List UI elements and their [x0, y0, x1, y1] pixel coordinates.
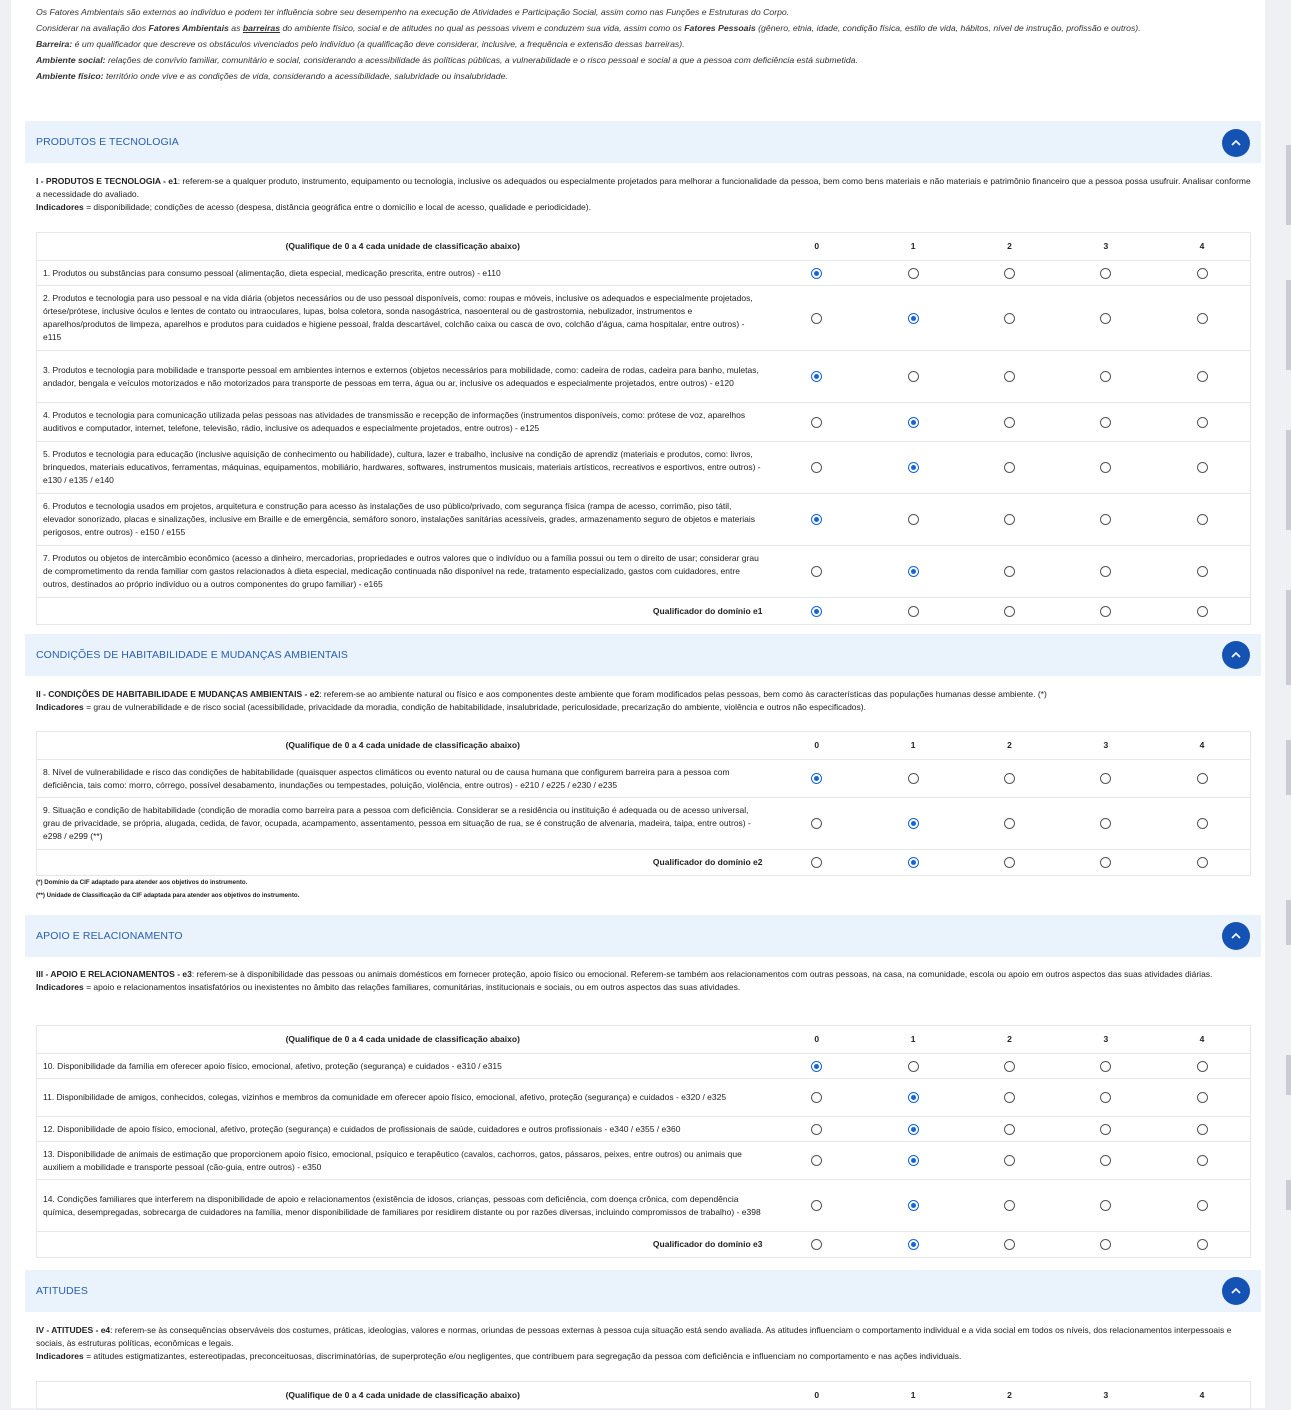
- row-label: 5. Produtos e tecnologia para educação (inclusive aquisição de conhecimento ou habilidade), cultura, lazer e trabalho, inclusive na condição de aprendiz (materiais e produtos, como: livros, brinquedos, materiais educativos, ferramentas, máquinas, equipamentos, mobiliário, hardwares, softwares, instrumentos musicais, materiais artísticos, recreativos e esportivos, entre outros) - e130 / e135 / e140: [37, 442, 769, 494]
- row-label: 4. Produtos e tecnologia para comunicação utilizada pelas pessoas nas atividades de transmissão e recepção de informações (instrumentos disponíveis, como: prótese de voz, aparelhos auditivos e computador, internet, telefone, televisão, rádio, inclusive os adequados e especialmente projetados, entre outros) - e125: [37, 403, 769, 442]
- radio-option[interactable]: [1004, 606, 1015, 617]
- radio-option[interactable]: [908, 371, 919, 382]
- row-label: 3. Produtos e tecnologia para mobilidade e transporte pessoal em ambientes internos e externos (objetos necessários para mobilidade, como: cadeira de rodas, cadeira para banho, muletas, andador, bengala e veículos motorizados e não motorizados para transporte de pessoas em terra, água ou ar, inclusive os adequados e especialmente projetados, entre outros) - e120: [37, 351, 769, 403]
- qualifier-row: [37, 598, 1251, 625]
- row-label: 13. Disponibilidade de animais de estimação que proporcionem apoio físico, emocional, psíquico e terapêutico (cavalos, cachorros, gatos, pássaros, peixes, entre outros) ou animais que auxiliem a mobilidade e transporte pessoal (cão-guia, entre outros) - e350: [37, 1142, 769, 1180]
- qualifier-label: Qualificador do domínio e3: [37, 1232, 769, 1258]
- radio-option[interactable]: [1004, 514, 1015, 525]
- chevron-up-icon[interactable]: [1222, 641, 1250, 669]
- radio-option[interactable]: [811, 857, 822, 868]
- radio-option[interactable]: [1004, 1061, 1015, 1072]
- table-row: [37, 1054, 1251, 1079]
- radio-option[interactable]: [1197, 857, 1208, 868]
- section-title: APOIO E RELACIONAMENTO: [36, 930, 183, 942]
- radio-option[interactable]: [811, 514, 822, 525]
- section-description: IV - ATITUDES - e4: referem-se às consequências observáveis dos costumes, práticas, ideologias, valores e normas, oriundas de pessoas externas à pessoa cuja situação está sendo avaliada. As atitudes influenciam o comportamento individual e a vida social em todos os níveis, dos relacionamentos interpessoais e sociais, às estruturas políticas, econômicas e legais. Indicadores = atitudes estigmatizantes, estereotipadas, preconceituosas, discriminatórias, de superproteção e/ou negligentes, que contribuem para segregação da pessoa com deficiência e influenciam no comportamento e nas ações individuais.: [36, 1325, 1232, 1361]
- col-header: 0: [769, 233, 865, 261]
- table-row: [37, 261, 1251, 286]
- radio-option[interactable]: [811, 371, 822, 382]
- row-label: 14. Condições familiares que interferem na disponibilidade de apoio e relacionamentos (existência de idosos, crianças, pessoas com deficiência, com doença crônica, com dependência química, desempregadas, sobrecarga de cuidadores na família, menor disponibilidade de familiares por residirem distante ou por razões diversas, incluindo compromissos de trabalho) - e398: [37, 1180, 769, 1232]
- intro-fisico: Ambiente físico: território onde vive e as condições de vida, considerando a acessibilidade, salubridade ou insalubridade.: [36, 71, 508, 81]
- row-label: 9. Situação e condição de habitabilidade (condição de moradia como barreira para a pessoa com deficiência. Considerar se a residência ou instituição é adequada ou de acesso universal, grau de privacidade, se própria, alugada, cedida, de favor, ocupada, acampamento, assentamento, pessoa em situação de rua, se é construção de alvenaria, madeira, taipa, entre outros) - e298 / e299 (**): [37, 798, 769, 850]
- section-description: I - PRODUTOS E TECNOLOGIA - e1: referem-se a qualquer produto, instrumento, equipamento ou tecnologia, inclusive os adequados ou especialmente projetados para melhorar a funcionalidade da pessoa, bem como bens materiais e não materiais e patrimônio financeiro que a pessoa possa usufruir. Analisar conforme a necessidade do avaliado. Indicadores = disponibilidade; condições de acesso (despesa, distância geográfica entre o domicílio e local de acesso, qualidade e periodicidade).: [36, 176, 1251, 212]
- radio-option[interactable]: [811, 462, 822, 473]
- section-description: III - APOIO E RELACIONAMENTOS - e3: referem-se à disponibilidade das pessoas ou animais domésticos em fornecer proteção, apoio físico ou emocional. Referem-se também aos relacionamentos com outras pessoas, na casa, na comunidade, escola ou apoio em outros aspectos das suas atividades diárias. Indicadores = apoio e relacionamentos insatisfatórios ou inexistentes no âmbito das relações familiares, comunitárias, institucionais e sociais, ou em outros aspectos das suas atividades.: [36, 969, 1213, 992]
- radio-option[interactable]: [1004, 371, 1015, 382]
- table-row: [37, 798, 1251, 850]
- table-row: [37, 546, 1251, 598]
- intro-text: [36, 4, 1241, 84]
- radio-option[interactable]: [908, 462, 919, 473]
- row-label: 2. Produtos e tecnologia para uso pessoal e na vida diária (objetos necessários ou de uso pessoal disponíveis, como: roupas e móveis, inclusive os adequados e especialmente projetados, órtese/prótese, inclusive óculos e lentes de contato ou intraoculares, lupas, bolsa coletora, sonda nasogástrica, nasoenteral ou de gastrostomia, nebulizador, instrumentos e aparelhos/produtos de limpeza, aparelhos e produtos para cuidados e higiene pessoal, fralda descartável, colchão caixa ou casca de ovo, colchão d'água, cama hospitalar, entre outros) - e115: [37, 286, 769, 351]
- radio-option[interactable]: [1100, 773, 1111, 784]
- radio-option[interactable]: [908, 1200, 919, 1211]
- scrollbar-mark: [1286, 1055, 1291, 1095]
- section-header-produtos[interactable]: [25, 121, 1261, 163]
- radio-option[interactable]: [1197, 462, 1208, 473]
- radio-option[interactable]: [1004, 462, 1015, 473]
- radio-option[interactable]: [1197, 606, 1208, 617]
- footnote: (**) Unidade de Classificação da CIF adaptada para atender aos objetivos do instrumento.: [36, 892, 300, 899]
- radio-option[interactable]: [908, 313, 919, 324]
- radio-option[interactable]: [908, 268, 919, 279]
- radio-option[interactable]: [811, 566, 822, 577]
- radio-option[interactable]: [908, 514, 919, 525]
- scrollbar-track[interactable]: [1286, 0, 1291, 1408]
- qualifier-label: Qualificador do domínio e2: [37, 850, 769, 876]
- radio-option[interactable]: [1004, 1239, 1015, 1250]
- radio-option[interactable]: [1004, 773, 1015, 784]
- col-header: 1: [865, 233, 961, 261]
- radio-option[interactable]: [1100, 371, 1111, 382]
- radio-option[interactable]: [1100, 313, 1111, 324]
- radio-option[interactable]: [908, 1092, 919, 1103]
- col-header: 0: [769, 1026, 865, 1054]
- table-row: [37, 1142, 1251, 1180]
- table-header-label: (Qualifique de 0 a 4 cada unidade de classificação abaixo): [37, 732, 769, 760]
- chevron-up-icon[interactable]: [1222, 922, 1250, 950]
- radio-option[interactable]: [811, 1239, 822, 1250]
- section-title: ATITUDES: [36, 1285, 88, 1297]
- col-header: 4: [1154, 1026, 1250, 1054]
- radio-option[interactable]: [1100, 1061, 1111, 1072]
- row-label: 10. Disponibilidade da família em oferecer apoio físico, emocional, afetivo, proteção (segurança) e cuidados - e310 / e315: [37, 1054, 769, 1079]
- table-row: [37, 286, 1251, 351]
- row-label: 11. Disponibilidade de amigos, conhecidos, colegas, vizinhos e membros da comunidade em oferecer apoio físico, emocional, afetivo, proteção (segurança) e cuidados - e320 / e325: [37, 1079, 769, 1117]
- col-header: 1: [865, 732, 961, 760]
- radio-option[interactable]: [811, 417, 822, 428]
- radio-option[interactable]: [1100, 514, 1111, 525]
- scrollbar-mark: [1286, 430, 1291, 530]
- radio-option[interactable]: [811, 773, 822, 784]
- radio-option[interactable]: [811, 313, 822, 324]
- table-row: [37, 403, 1251, 442]
- radio-option[interactable]: [1100, 268, 1111, 279]
- qualifier-table-e2: [36, 731, 1251, 876]
- radio-option[interactable]: [908, 857, 919, 868]
- radio-option[interactable]: [811, 1200, 822, 1211]
- radio-option[interactable]: [1100, 1124, 1111, 1135]
- col-header: 0: [769, 1382, 865, 1410]
- radio-option[interactable]: [908, 1155, 919, 1166]
- radio-option[interactable]: [1004, 566, 1015, 577]
- radio-option[interactable]: [1004, 1092, 1015, 1103]
- table-header-label: (Qualifique de 0 a 4 cada unidade de classificação abaixo): [37, 1382, 769, 1410]
- radio-option[interactable]: [1197, 566, 1208, 577]
- radio-option[interactable]: [1100, 462, 1111, 473]
- intro-barreira: Barreira: é um qualificador que descreve os obstáculos vivenciados pelo indivíduo (a qualificação deve considerar, inclusive, a frequência e extensão dessas barreiras).: [36, 39, 685, 49]
- radio-option[interactable]: [811, 818, 822, 829]
- section-title: PRODUTOS E TECNOLOGIA: [36, 136, 179, 148]
- col-header: 2: [961, 233, 1057, 261]
- section-header-atitudes[interactable]: [25, 1270, 1261, 1312]
- radio-option[interactable]: [1004, 417, 1015, 428]
- radio-option[interactable]: [1004, 1200, 1015, 1211]
- radio-option[interactable]: [1197, 1239, 1208, 1250]
- radio-option[interactable]: [811, 268, 822, 279]
- radio-option[interactable]: [811, 606, 822, 617]
- radio-option[interactable]: [1100, 1239, 1111, 1250]
- section-title: CONDIÇÕES DE HABITABILIDADE E MUDANÇAS AMBIENTAIS: [36, 649, 348, 661]
- col-header: 2: [961, 1026, 1057, 1054]
- section-description: II - CONDIÇÕES DE HABITABILIDADE E MUDANÇAS AMBIENTAIS - e2: referem-se ao ambiente natural ou físico e aos componentes deste ambiente que foram modificados pelas pessoas, bem como às características das populações humanas desse ambiente. (*) Indicadores = grau de vulnerabilidade e de risco social (acessibilidade, privacidade da moradia, condição de habitabilidade, insalubridade, periculosidade, precarização do ambiente, violência e outros não especificados).: [36, 689, 1047, 712]
- radio-option[interactable]: [908, 566, 919, 577]
- col-header: 3: [1058, 1026, 1154, 1054]
- radio-option[interactable]: [1100, 1200, 1111, 1211]
- qualifier-table-e3: [36, 1025, 1251, 1258]
- table-row: [37, 351, 1251, 403]
- col-header: 4: [1154, 233, 1250, 261]
- radio-option[interactable]: [1100, 1092, 1111, 1103]
- table-row: [37, 1180, 1251, 1232]
- scrollbar-mark: [1286, 280, 1291, 370]
- col-header: 4: [1154, 1382, 1250, 1410]
- row-label: 6. Produtos e tecnologia usados em projetos, arquitetura e construção para acesso às instalações de uso público/privado, com segurança física (rampa de acesso, corrimão, piso tátil, elevador sonorizado, placas e sinalizações, inclusive em Braille e de emergência, semáforo sonoro, instalações sanitárias acessíveis, grades, armazenamento seguro de objetos e materiais perigosos, entre outros) - e150 / e155: [37, 494, 769, 546]
- col-header: 3: [1058, 1382, 1154, 1410]
- radio-option[interactable]: [1004, 818, 1015, 829]
- radio-option[interactable]: [811, 1124, 822, 1135]
- radio-option[interactable]: [1100, 857, 1111, 868]
- table-header-label: (Qualifique de 0 a 4 cada unidade de classificação abaixo): [37, 233, 769, 261]
- scrollbar-mark: [1286, 590, 1291, 685]
- qualifier-table-e1: [36, 232, 1251, 625]
- radio-option[interactable]: [1197, 514, 1208, 525]
- qualifier-row: [37, 850, 1251, 876]
- radio-option[interactable]: [908, 818, 919, 829]
- row-label: 1. Produtos ou substâncias para consumo pessoal (alimentação, dieta especial, medicação prescrita, entre outros) - e110: [37, 261, 769, 286]
- radio-option[interactable]: [1197, 773, 1208, 784]
- intro-social: Ambiente social: relações de convívio familiar, comunitário e social, considerando a acessibilidade às políticas públicas, a vulnerabilidade e o risco pessoal e social a que a pessoa com deficiência está submetida.: [36, 55, 858, 65]
- radio-option[interactable]: [1004, 1155, 1015, 1166]
- radio-option[interactable]: [1004, 1124, 1015, 1135]
- table-header-label: (Qualifique de 0 a 4 cada unidade de classificação abaixo): [37, 1026, 769, 1054]
- row-label: 8. Nível de vulnerabilidade e risco das condições de habitabilidade (quaisquer aspectos climáticos ou evento natural ou de causa humana que configurem barreira para a pessoa com deficiência, tais como: morro, córrego, possível desabamento, inundações ou tempestades, poluição, violência, entre outros) - e210 / e225 / e230 / e235: [37, 760, 769, 798]
- radio-option[interactable]: [1197, 417, 1208, 428]
- table-row: [37, 442, 1251, 494]
- radio-option[interactable]: [1197, 1200, 1208, 1211]
- radio-option[interactable]: [1197, 818, 1208, 829]
- table-row: [37, 494, 1251, 546]
- col-header: 4: [1154, 732, 1250, 760]
- scrollbar-mark: [1286, 900, 1291, 945]
- row-label: 7. Produtos ou objetos de intercâmbio econômico (acesso a dinheiro, mercadorias, propriedades e outros valores que o indivíduo ou a família possui ou tem o direito de usar; considerar grau de comprometimento da renda familiar com gastos relacionados à dieta especial, medicação continuada não disponível na rede, tratamento especializado, gastos com cuidadores, entre outros, destinados ao próprio indivíduo ou a outros componentes do grupo familiar) - e165: [37, 546, 769, 598]
- radio-option[interactable]: [1100, 818, 1111, 829]
- radio-option[interactable]: [1100, 1155, 1111, 1166]
- section-header-apoio[interactable]: [25, 915, 1261, 957]
- chevron-up-icon[interactable]: [1222, 1277, 1250, 1305]
- radio-option[interactable]: [908, 773, 919, 784]
- col-header: 2: [961, 1382, 1057, 1410]
- radio-option[interactable]: [1100, 417, 1111, 428]
- radio-option[interactable]: [1100, 606, 1111, 617]
- table-row: [37, 1117, 1251, 1142]
- radio-option[interactable]: [811, 1061, 822, 1072]
- radio-option[interactable]: [1004, 268, 1015, 279]
- radio-option[interactable]: [811, 1155, 822, 1166]
- scrollbar-mark: [1286, 740, 1291, 795]
- col-header: 2: [961, 732, 1057, 760]
- col-header: 0: [769, 732, 865, 760]
- radio-option[interactable]: [811, 1092, 822, 1103]
- radio-option[interactable]: [1197, 313, 1208, 324]
- radio-option[interactable]: [908, 1239, 919, 1250]
- radio-option[interactable]: [908, 1061, 919, 1072]
- qualifier-row: [37, 1232, 1251, 1258]
- radio-option[interactable]: [908, 1124, 919, 1135]
- radio-option[interactable]: [908, 606, 919, 617]
- row-label: 12. Disponibilidade de apoio físico, emocional, afetivo, proteção (segurança) e cuidados de profissionais de saúde, cuidadores e outros profissionais - e340 / e355 / e360: [37, 1117, 769, 1142]
- radio-option[interactable]: [1197, 371, 1208, 382]
- radio-option[interactable]: [1197, 1061, 1208, 1072]
- radio-option[interactable]: [1004, 857, 1015, 868]
- qualifier-table-e4: [36, 1381, 1251, 1410]
- col-header: 3: [1058, 233, 1154, 261]
- scrollbar-mark: [1286, 145, 1291, 225]
- intro-line: Considerar na avaliação dos Fatores Ambientais as barreiras do ambiente físico, social e de atitudes no qual as pessoas vivem e conduzem sua vida, assim como os Fatores Pessoais (gênero, etnia, idade, condição física, estilo de vida, hábitos, nível de instrução, profissão e outros).: [36, 23, 1141, 33]
- table-row: [37, 760, 1251, 798]
- radio-option[interactable]: [908, 417, 919, 428]
- scrollbar-mark: [1286, 1180, 1291, 1210]
- table-row: [37, 1079, 1251, 1117]
- col-header: 1: [865, 1026, 961, 1054]
- radio-option[interactable]: [1197, 268, 1208, 279]
- intro-line: Os Fatores Ambientais são externos ao indivíduo e podem ter influência sobre seu desempenho na execução de Atividades e Participação Social, assim como nas Funções e Estruturas do Corpo.: [36, 7, 790, 17]
- radio-option[interactable]: [1100, 566, 1111, 577]
- chevron-up-icon[interactable]: [1222, 129, 1250, 157]
- col-header: 3: [1058, 732, 1154, 760]
- radio-option[interactable]: [1197, 1155, 1208, 1166]
- col-header: 1: [865, 1382, 961, 1410]
- section-header-habitabilidade[interactable]: [25, 634, 1261, 676]
- footnote: (*) Domínio da CIF adaptado para atender aos objetivos do instrumento.: [36, 879, 248, 886]
- radio-option[interactable]: [1197, 1124, 1208, 1135]
- qualifier-label: Qualificador do domínio e1: [37, 598, 769, 625]
- radio-option[interactable]: [1004, 313, 1015, 324]
- radio-option[interactable]: [1197, 1092, 1208, 1103]
